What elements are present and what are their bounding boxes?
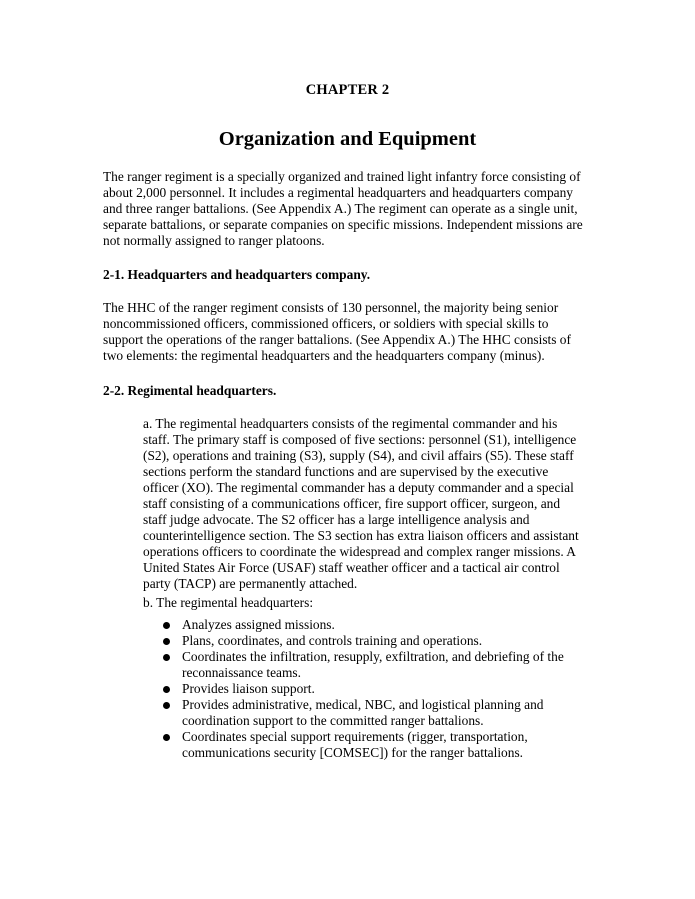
text-line: Plans, coordinates, and controls training and operations.: [182, 633, 483, 648]
list-item: [163, 729, 593, 761]
text-line: two elements: the regimental headquarters and the headquarters company (minus).: [103, 348, 545, 363]
text-line: noncommissioned officers, commissioned officers, or soldiers with special skills to: [103, 316, 549, 331]
text-line: (S2), operations and training (S3), supply (S4), and civil affairs (S5). These staff: [143, 448, 574, 463]
text-line: support the operations of the ranger battalions. (See Appendix A.) The HHC consists of: [103, 332, 571, 347]
bullet-icon: [163, 734, 170, 741]
text-line: reconnaissance teams.: [182, 665, 301, 680]
paragraph-a: [143, 416, 603, 592]
text-line: Coordinates the infiltration, resupply, exfiltration, and debriefing of the: [182, 649, 564, 664]
section-heading-2-2: 2-2. Regimental headquarters.: [103, 383, 277, 398]
hhc-paragraph: [103, 300, 603, 364]
text-line: about 2,000 personnel. It includes a regimental headquarters and headquarters company: [103, 185, 573, 200]
text-line: The HHC of the ranger regiment consists of 130 personnel, the majority being senior: [103, 300, 559, 315]
text-line: separate battalions, or separate companies on specific missions. Independent missions are: [103, 217, 583, 232]
text-line: The ranger regiment is a specially organized and trained light infantry force consisting of: [103, 169, 581, 184]
bullet-icon: [163, 686, 170, 693]
text-line: operations officers to coordinate the widespread and complex ranger missions. A: [143, 544, 576, 559]
bullet-icon: [163, 654, 170, 661]
text-line: sections perform the standard functions and are supervised by the executive: [143, 464, 549, 479]
paragraph-b: b. The regimental headquarters:: [143, 595, 314, 610]
intro-paragraph: [103, 169, 603, 249]
chapter-title: Organization and Equipment: [218, 128, 477, 150]
text-line: staff. The primary staff is composed of five sections: personnel (S1), intelligence: [143, 432, 577, 447]
bullet-icon: [163, 638, 170, 645]
text-line: coordination support to the committed ranger battalions.: [182, 713, 484, 728]
text-line: party (TACP) are permanently attached.: [143, 576, 358, 591]
text-line: Provides liaison support.: [182, 681, 315, 696]
text-line: a. The regimental headquarters consists of the regimental commander and his: [143, 416, 558, 431]
text-line: officer (XO). The regimental commander has a deputy commander and a special: [143, 480, 574, 495]
text-line: communications security [COMSEC]) for the ranger battalions.: [182, 745, 524, 760]
bullet-list: [163, 617, 593, 761]
bullet-icon: [163, 622, 170, 629]
section-heading-2-1: 2-1. Headquarters and headquarters company.: [103, 267, 371, 282]
list-item: [163, 681, 593, 697]
list-item: [163, 697, 593, 729]
bullet-icon: [163, 702, 170, 709]
text-line: not normally assigned to ranger platoons.: [103, 233, 325, 248]
text-line: United States Air Force (USAF) staff weather officer and a tactical air control: [143, 560, 560, 575]
text-line: staff consisting of a communications officer, fire support officer, surgeon, and: [143, 496, 561, 511]
text-line: and three ranger battalions. (See Appendix A.) The regiment can operate as a single unit,: [103, 201, 578, 216]
text-line: Coordinates special support requirements (rigger, transportation,: [182, 729, 528, 744]
text-line: Analyzes assigned missions.: [182, 617, 335, 632]
list-item: [163, 649, 593, 681]
list-item: [163, 633, 593, 649]
text-line: Provides administrative, medical, NBC, and logistical planning and: [182, 697, 544, 712]
list-item: [163, 617, 593, 633]
chapter-label: CHAPTER 2: [305, 82, 390, 98]
text-line: staff judge advocate. The S2 officer has a large intelligence analysis and: [143, 512, 530, 527]
text-line: counterintelligence section. The S3 section has extra liaison officers and assistant: [143, 528, 579, 543]
